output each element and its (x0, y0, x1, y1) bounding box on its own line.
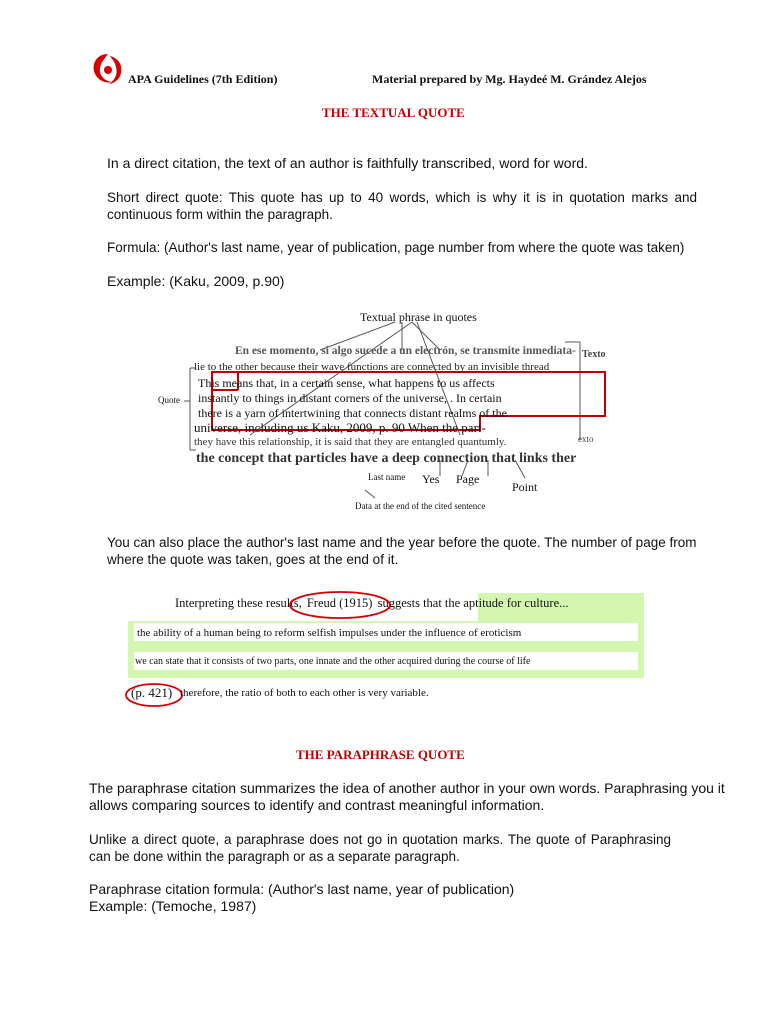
figure-line-7: they have this relationship, it is said that they are entangled quantumly. (194, 436, 507, 448)
textual-intro: In a direct citation, the text of an author is faithfully transcribed, word for word. (107, 155, 588, 171)
textual-author-before: You can also place the author's last name and the year before the quote. The number of page from where the quote was taken, goes at the end of it. (107, 535, 697, 567)
citation-figure (150, 300, 630, 520)
freud-line-3: we can state that it consists of two parts, one innate and the other acquired during the course of life (135, 656, 531, 667)
textual-short-quote: Short direct quote: This quote has up to 40 words, which is why it is in quotation marks and continuous form within the paragraph. (107, 190, 697, 222)
freud-line-1-pre: Interpreting these results, (175, 596, 302, 610)
freud-line-4: therefore, the ratio of both to each other is very variable. (180, 687, 429, 699)
freud-line-2: the ability of a human being to reform selfish impulses under the influence of eroticism (137, 627, 522, 639)
header-title: APA Guidelines (7th Edition) (128, 72, 278, 86)
label-quote: Quote (158, 395, 180, 405)
label-page: Page (456, 472, 480, 486)
freud-page-cite: (p. 421) (131, 685, 173, 700)
university-logo (90, 52, 126, 86)
paraphrase-formula: Paraphrase citation formula: (Author's last name, year of publication) (89, 881, 515, 897)
section-title-textual: THE TEXTUAL QUOTE (322, 105, 465, 120)
paraphrase-example: Example: (Temoche, 1987) (89, 898, 257, 914)
section-title-paraphrase: THE PARAPHRASE QUOTE (296, 747, 465, 762)
header-author: Material prepared by Mg. Haydeé M. Grández Alejos (372, 72, 647, 86)
freud-line-1-post: suggests that the aptitude for culture... (377, 596, 569, 610)
logo-swirl-icon (90, 52, 126, 86)
paraphrase-intro: The paraphrase citation summarizes the idea of another author in your own words. Paraphrasing you it allows comparing sources to identify and contrast meaningful information. (89, 780, 725, 813)
freud-quote-figure (128, 588, 648, 710)
figure-line-1: En ese momento, si algo sucede a un electrón, se transmite inmediata- (235, 345, 576, 357)
figure-line-2: lie to the other because their wave functions are connected by an invisible thread (194, 361, 550, 373)
figure-line-5: there is a yarn of intertwining that connects distant realms of the (198, 406, 507, 420)
label-yes: Yes (422, 472, 440, 486)
paraphrase-unlike: Unlike a direct quote, a paraphrase does not go in quotation marks. The quote of Paraphrasing can be done within the paragraph or as a separate paragraph. (89, 832, 671, 864)
label-exto: exto (578, 434, 594, 444)
label-point: Point (512, 480, 538, 494)
label-last-name: Last name (368, 472, 406, 482)
figure-line-8: the concept that particles have a deep connection that links ther (196, 451, 577, 466)
figure-line-6: universe, including us Kaku, 2009, p. 90 When the part- (194, 420, 486, 435)
textual-example: Example: (Kaku, 2009, p.90) (107, 273, 285, 289)
figure-caption: Data at the end of the cited sentence (355, 501, 486, 511)
figure-line-4: instantly to things in distant corners of the universe, . In certain (198, 391, 502, 405)
label-texto: Texto (582, 349, 606, 360)
page-cite-circle (124, 681, 186, 711)
label-textual-phrase: Textual phrase in quotes (360, 310, 477, 324)
figure-line-3: This means that, in a certain sense, what happens to us affects (198, 376, 495, 390)
textual-formula: Formula: (Author's last name, year of publication, page number from where the quote was taken) (107, 240, 685, 255)
freud-cite-circle (286, 589, 396, 621)
freud-cite: Freud (1915) (306, 596, 373, 610)
